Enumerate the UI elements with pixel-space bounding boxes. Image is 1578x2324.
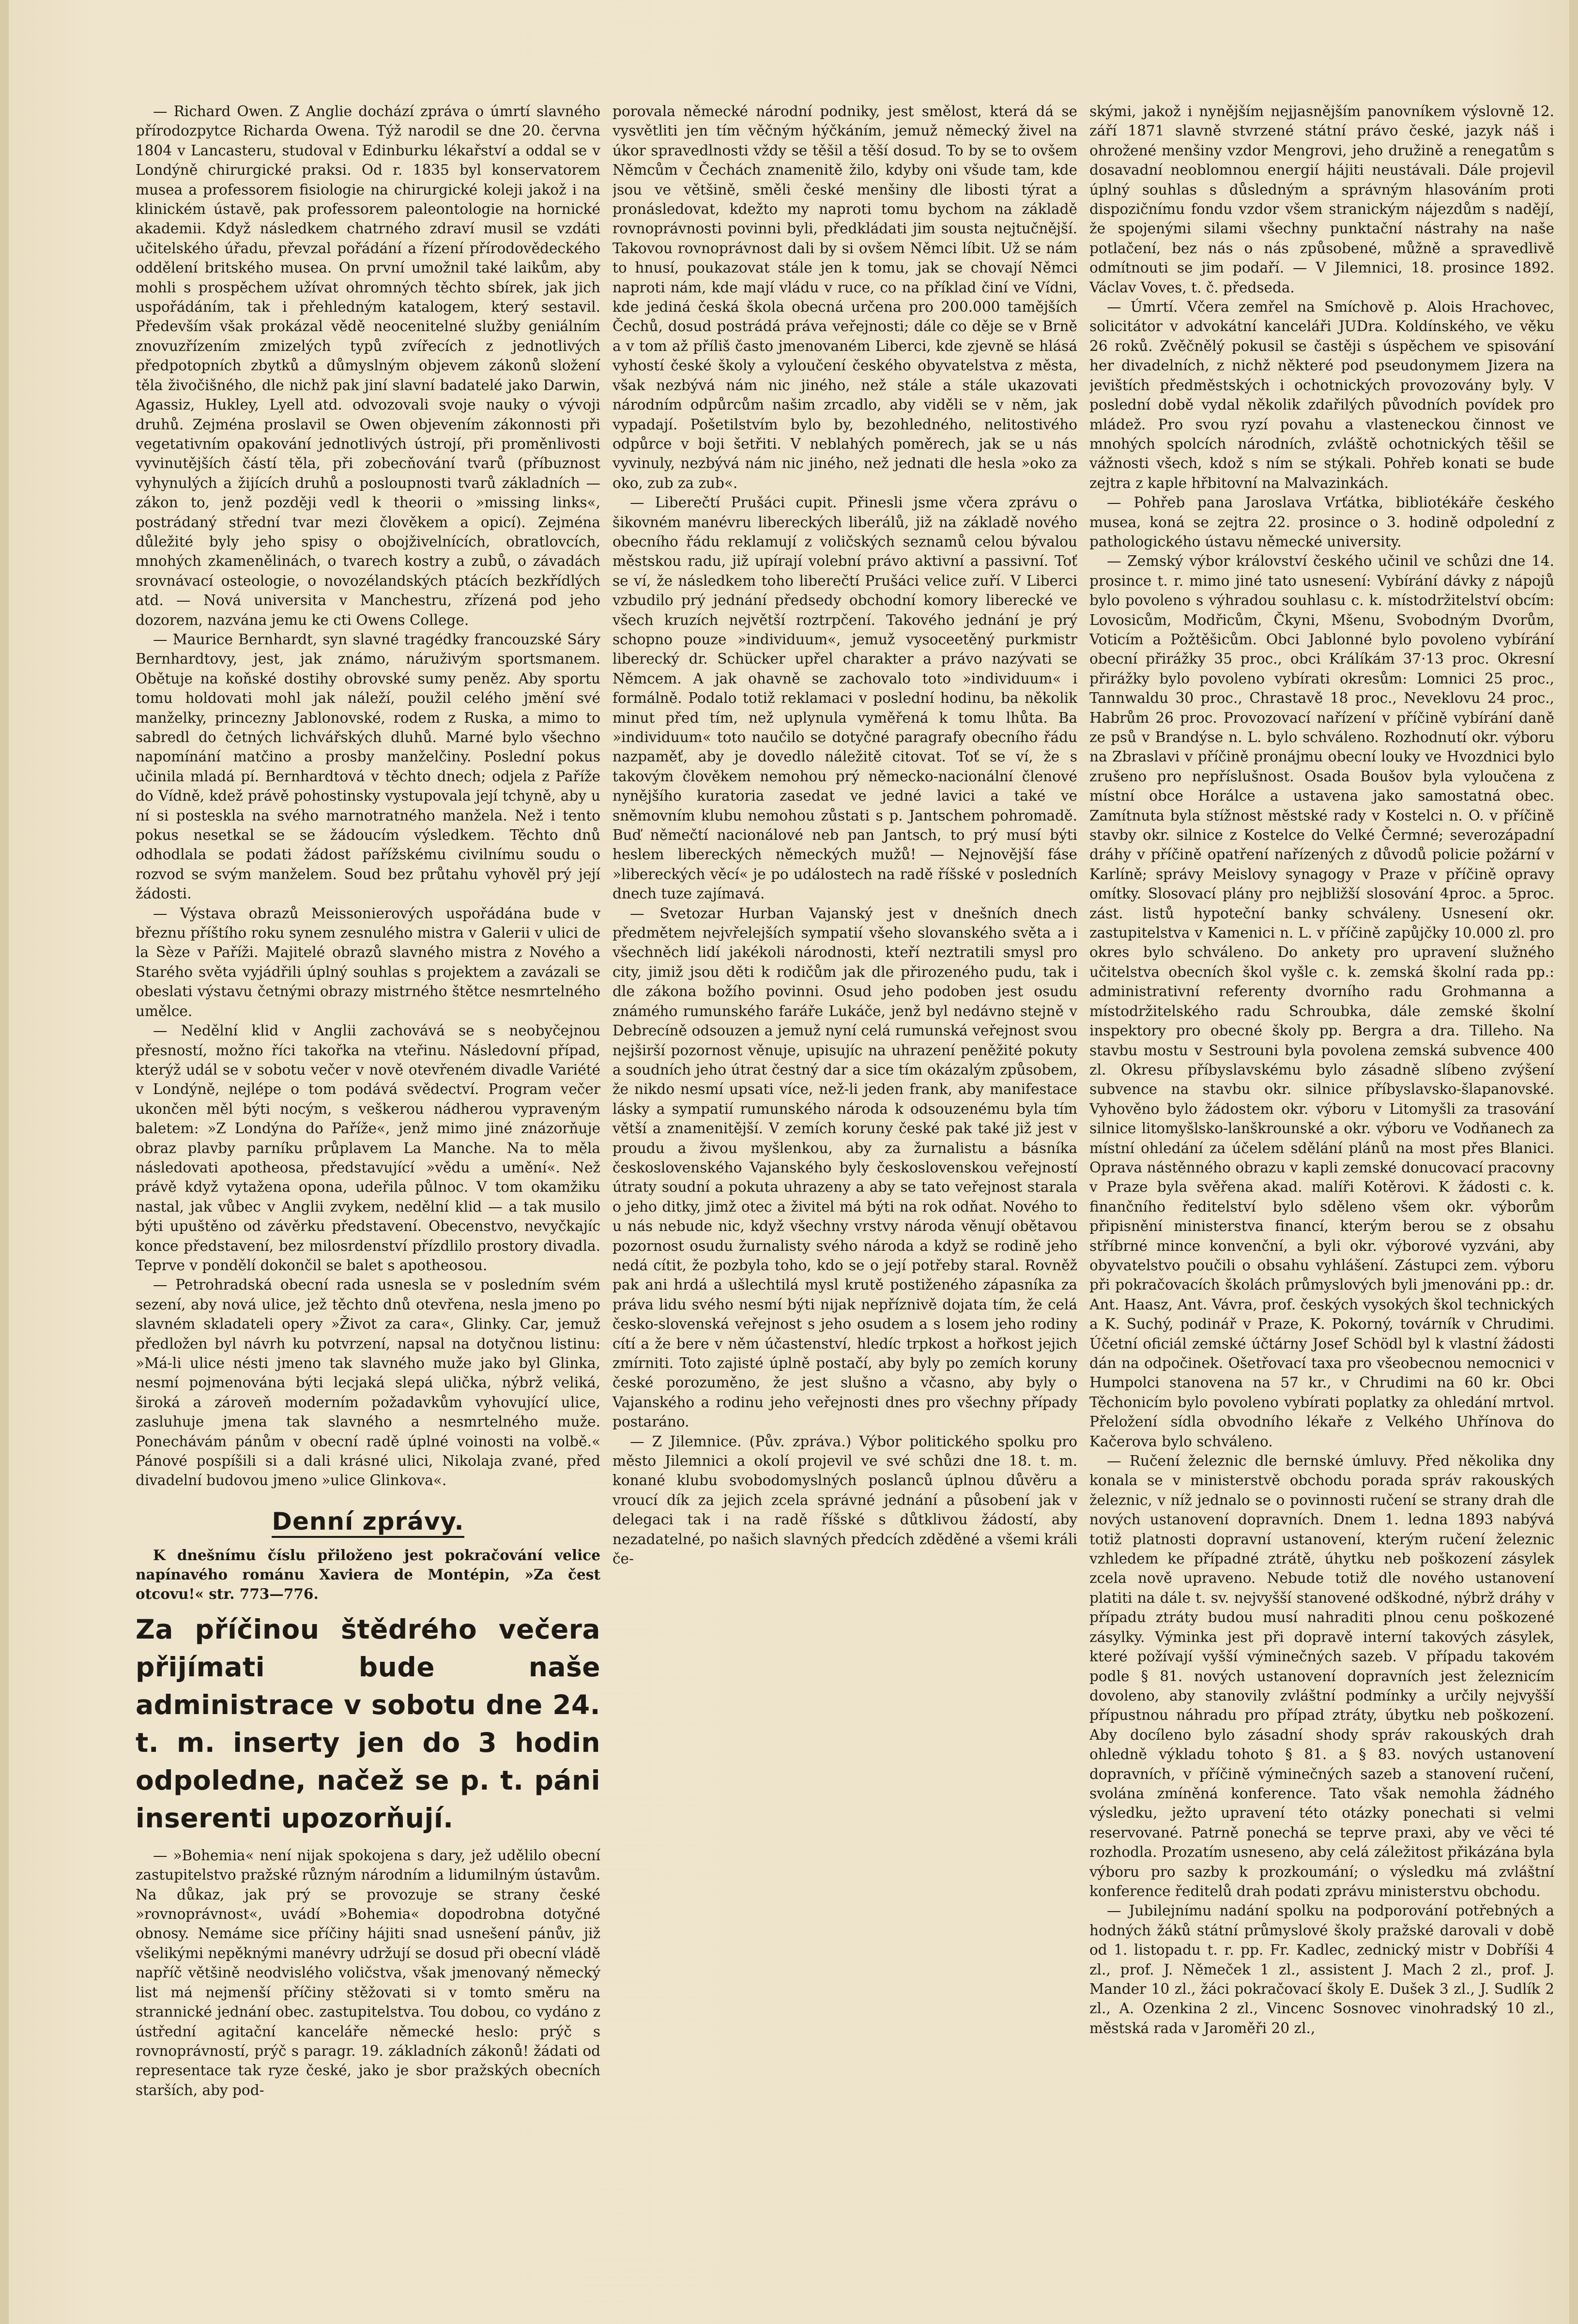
article-provincial-committee: — Zemský výbor království českého učinil ve schůzi dne 14. prosince t. r. mimo jiné tato usnesení: Vybírání dávky z nápojů bylo povoleno s výhradou souhlasu c. k. místodržitelství obcím: Lovosicům, Modřicům, Čkyni, Mšenu, Svobodným Dvorům, Voticím a Požtěšicům. Obci Jablonné bylo povoleno vybírání obecní přirážky 35 proc., obci Králíkám 37·13 proc. Okresní přirážky bylo povoleno vybírati okresům: Lomnici 25 proc., Tannwaldu 30 proc., Chrastavě 18 proc., Neveklovu 24 proc., Habrům 26 proc. Provozovací nařízení v příčině vybírání daně ze psů v Brandýse n. L. bylo schváleno. Rozhodnutí okr. výboru na Zbraslavi v příčině pronájmu obecní louky ve Hvozdnici bylo zrušeno pro nepříslušnost. Osada Boušov byla vyloučena z místní obce Horálce a ustavena jako samostatná obec. Zamítnuta byla stížnost městské rady v Kostelci n. O. v příčině stavby okr. silnice z Kostelce do Velké Čermné; severozápadní dráhy v příčině opatření nařízených z důvodů policie požární v Karlíně; správy Meislovy synagogy v Praze v příčině opravy omítky. Slosovací plány pro nejbližší slosování 4proc. a 5proc. zást. listů hypoteční banky schváleny. Usnesení okr. zastupitelstva v Kamenici n. L. v příčině zapůjčky 10.000 zl. pro okres bylo schváleno. Do ankety pro upravení služného učitelstva obecních škol vyšle c. k. zemská školní rada pp.: administrativní referenty dvorního radu Grohmanna a místodržitelského radu Schroubka, dále zemské školní inspektory pro obecné školy pp. Bergra a dra. Tilleho. Na stavbu mostu v Sestrouni byla povolena zemská subvence 400 zl. Okresu příbyslavskému bylo zásadně slíbeno zvýšení subvence na stavbu okr. silnice příbyslavsko-šlapanovské. Vyhověno bylo žádostem okr. výboru v Litomyšli za trasování silnice litomyšlsko-lanškrounské a okr. výboru ve Vodňanech za místní ohledání za účelem sdělání plánů na most přes Blanici. Oprava nástěnného obrazu v kapli zemské donucovací pracovny v Praze byla svěřena akad. malíři Kotěrovi. K žádosti c. k. finančního ředitelství bylo sděleno všem okr. výborům připisnění ministerstva financí, kterým berou se z obsahu stříbrné mince konvenční, a byli okr. výborové vyzváni, aby obyvatelstvo poučili o obsahu vyhlášení. Zástupci zem. výboru při pokračovacích školách průmyslových byli jmenováni pp.: dr. Ant. Haasz, Ant. Vávra, prof. českých vysokých škol technických a K. Suchý, podinář v Praze, K. Pokorný, továrník v Chrudimi. Účetní oficiál zemské účtárny Josef Schödl byl k vlastní žádosti dán na odpočinek. Ošetřovací taxa pro všeobecnou nemocnici v Humpolci stanovena na 57 kr., v Chrudimi na 60 kr. Obci Těchonicím bylo povoleno vybírati poplatky za ohledání mrtvol. Přeložení sídla obvodního lékaře z Velkého Uhřínova do Kačerova bylo schváleno. (1089, 553, 1554, 1450)
article-jilemnice: — Z Jilemnice. (Pův. zpráva.) Výbor politického spolku pro město Jilemnici a okolí projevil ve své schůzi dne 18. t. m. konané klubu svobodomyslných poslanců úplnou důvěru a vroucí dík za jejich zcela správné jednání a působení jak v delegaci tak i na radě říšské s důtklivou žádostí, aby nezadatelné, po našich slavných předcích zděděné a všemi králi če- (613, 1433, 1077, 1567)
article-bohemia: — »Bohemia« není nijak spokojena s dary, jež udělilo obecní zastupitelstvo pražské různým národním a lidumilným ústavům. Na důkaz, jak prý se provozuje se strany české »rovnoprávnost«, uvádí »Bohemia« dopodrobna dotyčné obnosy. Nemáme sice příčiny hájiti snad usnešení pánův, již všelikými nepěknými manévry udržují se dosud při obecní vládě napříč většině neodvislého voličstva, však jmenovaný německý list má nejmenší příčiny stěžovati si v tomto směru na strannické jednání obec. zastupitelstva. Tou dobou, co vydáno z ústřední agitační kanceláře německé heslo: prýč s rovnoprávností, prýč s paragr. 19. základních zákonů! žádati od representace tak ryze české, jako je sbor pražských obecních starších, aby pod- (136, 1847, 600, 2098)
section-heading: Denní zprávy. (272, 1507, 464, 1538)
article-sunday-rest-england: — Nedělní klid v Anglii zachovává se s neobyčejnou přesností, možno říci takořka na vteřinu. Následovní případ, kterýž udál se v sobotu večer v nově otevřeném divadle Variété v Londýně, nejlépe o tom podává svědectví. Program večer ukončen měl býti nocým, s veškerou nádherou vypraveným baletem: »Z Londýna do Paříže«, jenž mimo jiné znázorňuje obraz plavby parníku průplavem La Manche. Na to měla následovati apotheosa, představující »vědu a umění«. Než právě když vytažena opona, udeřila půlnoc. V tom okamžiku nastal, jak vůbec v Anglii zvykem, nedělní klid — a tak musilo býti upuštěno od závěrku představení. Obecenstvo, nevyčkajíc konce představení, bez milosrdenství přízdlilo prostory divadla. Teprve v pondělí dokončil se balet s apotheosou. (136, 1022, 600, 1274)
article-funeral-vrtatko: — Pohřeb pana Jaroslava Vrťátka, bibliotékáře českého musea, koná se zejtra 22. prosince o 3. hodině odpolední z pathologického ústavu německé university. (1089, 494, 1554, 550)
section-heading-wrap (136, 1507, 600, 1538)
column-1 (136, 102, 600, 2309)
notice-inserts: Za příčinou štědrého večera přijímati bude naše administrace v sobotu dne 24. t. m. inserty jen do 3 hodin odpoledne, načež se p. t. páni inserenti upozorňují. (136, 1613, 600, 1834)
article-petersburg-council: — Petrohradská obecní rada usnesla se v posledním svém sezení, aby nová ulice, jež těchto dnů otevřena, nesla jmeno po slavném skladateli opery »Život za cara«, Glinky. Car, jemuž předložen byl návrh ku potvrzení, napsal na dotyčnou listinu: »Má-li ulice nésti jmeno tak slavného muže jako byl Glinka, nesmí pojmenována býti lecjaká slepá ulička, nýbrž veliká, široká a zároveň moderním požadavkům vyhovující ulice, zasluhuje jmena tak slavného a nesmrtelného muže. Ponechávám pánům v obecní radě úplné voinosti na volbě.« Pánové pospíšili si a dali krásné ulici, Nikolaja zvané, před divadelní budovou jmeno »ulice Glinkova«. (136, 1276, 600, 1489)
column-2 (613, 102, 1077, 2309)
article-liberec-prussians: — Liberečtí Prušáci cupit. Přinesli jsme včera zprávu o šikovném manévru libereckých liberálů, již na základě nového obecního řádu reklamují z voličských seznamů celou bývalou městskou radu, již upírají volební právo aktivní a passivní. Toť se ví, že následkem toho liberečtí Prušáci velice zuří. V Liberci vzbudilo prý jednání předsedy obchodní komory liberecké ve všech kruzích největší roztrpčení. Takového jednání je prý schopno pouze »individuum«, jemuž vysoceetěný purkmistr liberecký dr. Schücker upřel charakter a právo nazývati se Němcem. A jak ohavně se zachovalo toto »individuum« i formálně. Podalo totiž reklamaci v poslední hodinu, ba několik minut před tím, než uplynula vyměřená k tomu lhůta. Ba »individuum« toto naučilo se dotyčné paragrafy obecního řádu nazpaměť, aby je dovedlo náležitě citovat. Toť se ví, že s takovým člověkem nemohou prý německo-nacionální členové nynějšího kuratoria zasedat ve jedné lavici a také ve sněmovním klubu nemohou zůstati s p. Jantschem pohromadě. Buď němečtí nacionálové neb pan Jantsch, to prý musí býti heslem libereckých německých mužů! — Nejnovější fáse »libereckých věcí« je po událostech na radě říšské v posledních dnech tuze zajímavá. (613, 494, 1077, 902)
article-maurice-bernhardt: — Maurice Bernhardt, syn slavné tragédky francouzské Sáry Bernhardtovy, jest, jak známo, náruživým sportsmanem. Obětuje na koňské dostihy obrovské sumy peněz. Aby sportu tomu holdovati mohl jak náleží, použil celého jmění své manželky, princezny Jablonovské, rodem z Ruska, a mimo to sabredl do četných lichvářských dluhů. Marné bylo všechno napomínání matčino a prosby manželčiny. Poslední pokus učinila mladá pí. Bernhardtová v těchto dnech; odjela z Paříže do Vídně, kdež právě pohostinsky vystupovala její tchyně, aby u ní si postesklа na svého marnotratného manžela. Než i tento pokus nesetkal se se žádoucím výsledkem. Těchto dnů odhodlala se podati žádost pařížskému civilnímu soudu o rozvod se svým manželem. Soud bez průtahu vyhověl prý její žádosti. (136, 631, 600, 902)
article-continuation: porovala německé národní podniky, jest smělost, která dá se vysvětliti jen tím věčným hýčkáním, jemuž německý živel na úkor spravedlnosti vždy se těšil a těší dosud. To by se to ovšem Němcům v Čechách znamenitě žilo, kdyby oni všude tam, kde jsou ve většině, směli české menšiny dle libosti týrat a pronásledovat, kdežto my naproti tomu bychom na základě rovnoprávnosti povinni byli, předkládati jim sousta nejtučnější. Takovou rovnoprávnost dali by si ovšem Němci líbit. Už se nám to hnusí, poukazovat stále jen k tomu, jak se chovají Němci naproti nám, kde mají vládu v ruce, co na příklad činí ve Vídni, kde jediná česká škola obecná určena pro 200.000 tamějších Čechů, dosud postrádá práva veřejnosti; dále co děje se v Brně a v tom až příliš často jmenovaném Liberci, kde zjevně se hlásá vyhostí české školy a vyloučení českého obyvatelstva z města, však nezbývá nám nic jiného, než stále a stále ukazovati národním odpůrcům našim zrcadlo, aby viděli se v něm, jak vypadají. Pošetilstvím bylo by, bezohledného, nelitostivého odpůrce v boji šetřiti. V neblahých poměrech, jak se u nás vyvinuly, nezbývá nám nic jiného, než jednati dle hesla »oko za oko, zub za zub«. (613, 103, 1077, 491)
article-vajansky: — Svetozar Hurban Vajanský jest v dnešních dnech předmětem nejvřelejších sympatií všeho slovanského světa a i všechněch lidí jakékoli národnosti, kteří neztratili smysl pro city, jimiž jsou děti k rodičům jak dle přirozeného pudu, tak i dle zákona božího povinni. Osud jeho podoben jest osudu známého rumunského faráře Lukáče, jenž byl nedávno stejně v Debrecíně odsouzen a jemuž nyní celá rumunská veřejnost svou nejširší pozornost věnuje, upisujíc na uhrazení peněžité pokuty a soudních jeho útrat čestný dar a sice tím okázalým způsobem, že nikdo nesmí upsati více, než-li jeden frank, aby manifestace lásky a sympatií rumunského národa k odsouzenému byla tím větší a znamenitější. V zemích koruny české pak také již jest v proudu a živou myšlenkou, aby za žurnalistu a básníka československého Vajanského byly československou veřejností útraty soudní a pokuta uhrazeny a aby se tato veřejnost starala o jeho ditky, jimž otec a živitel má býti na rok odňat. Nového to u nás nebude nic, když všechny vrstvy národa věnují obětavou pozornost osudu žurnalisty svého národa a když se rodině jeho nedá cítit, že pozbyla toho, kdo se o její potřeby staral. Rovněž pak ani hrdá a ušlechtilá mysl krutě postiženého zápasníka za práva lidu svého nesmí býti nijak nepříznivě dojata tím, že celá česko-slovenská veřejnost s jeho osudem a s losem jeho rodiny cítí a že bere v něm účastenství, hledíc trpkost a hořkost jejich zmírniti. Toto zajisté úplně postačí, aby byly po zemích koruny české porozuměno, že jest slušno a včasno, aby byly o Vajanského a rodinu jeho veřejnosti dnes pro všechny případy postaráno. (613, 905, 1077, 1430)
column-3 (1089, 102, 1554, 2309)
left-page-edge (0, 0, 9, 2324)
right-page-edge (1569, 0, 1578, 2324)
article-jilemnice-continued: skými, jakož i nynějším nejjasnějším panovníkem výslovně 12. září 1871 slavně stvrzené státní právo české, jazyk náš i ohrožené menšiny vzdor Mengrovi, jeho družině a renegatům s dosavadní neoblomnou energií hájiti neustávali. Dále projevil úplný souhlas s důsledným a správným hlasováním proti dispozičnímu fondu vzdor všem stranickým nájezdům s nadějí, že spojenými silami všechny punktační nástrahy na naše potlačení, bez nás o nás způsobené, můžně a spravedlivě odmítnouti se jim podaří. — V Jilemnici, 18. prosince 1892. Václav Voves, t. č. předseda. (1089, 103, 1554, 296)
article-meissonier-exhibition: — Výstava obrazů Meissonierových uspořádána bude v březnu příštího roku synem zesnulého mistra v Galerii v ulici de la Sèze v Paříži. Majitelé obrazů slavného mistra z Nového a Starého světa vyjádřili úplný souhlas s projektem a zavázali se obeslati výstavu četnými obrazy mistrného štětce nesmrtelného umělce. (136, 905, 600, 1019)
notice-supplement: K dnešnímu číslu přiloženo jest pokračování velice napínavého románu Xaviera de Montépin, »Za čest otcovu!« str. 773—776. (136, 1546, 600, 1602)
article-jubilee-endowment: — Jubilejnímu nadání spolku na podporování potřebných a hodných žáků státní průmyslové školy pražské darovali v době od 1. listopadu t. r. pp. Fr. Kadlec, zednický mistr v Dobříši 4 zl., prof. J. Němeček 1 zl., assistent J. Mach 2 zl., prof. J. Mander 10 zl., žáci pokračovací školy E. Dušek 3 zl., J. Sudlík 2 zl., A. Ozenkina 2 zl., Vincenc Sosnovec vinohradský 10 zl., městská rada v Jaroměři 20 zl., (1089, 1902, 1554, 2036)
article-railway-liability: — Ručení železnic dle bernské úmluvy. Před několika dny konala se v ministerstvě obchodu porada správ rakouských železnic, v níž jednalo se o povinnosti ručení se strany drah dle nových ustanovení dopravních. Dnem 1. ledna 1893 nabývá totiž platnosti dopravní ustanovení, kterým ručení železnic vzhledem ke případné ztrátě, úhytku neb poškození zásylek zcela nově upraveno. Nebude totiž dle nového ustanovení platiti na dále t. sv. nejvyšší stanovené odškodné, nýbrž dráhy v případu ztráty budou musí nahraditi plnou cenu poškozené zásylky. Výminka jest při dopravě interní takových zásylek, které požívají vyšší výminečných sazeb. V případu takovém podle § 81. nových ustanovení dopravních jest železnicím dovoleno, aby stanovily zvláštní podmínky a určily nejvyšší přípustnou náhradu pro případ ztráty, úbytku neb poškození. Aby docíleno bylo zásadní shody správ rakouských drah ohledně výkladu tohoto § 81. a § 83. nových ustanovení dopravních, v příčině výminečných sazeb a stanovení ručení, svolána zmíněná konference. Tato však nemohla žádného výsledku, ježto upravení této otázky ponechati si velmi reservované. Patrně ponechá se teprve praxi, aby ve věci té rozhodla. Prozatím usneseno, aby celá záležitost přikázána byla výboru pro sazby k prozkoumání; o výsledku má zvláštní konference ředitelů drah podati zprávu ministerstvu obchodu. (1089, 1453, 1554, 1899)
article-richard-owen: — Richard Owen. Z Anglie dochází zpráva o úmrtí slavného přírodozpytce Richarda Owena. Týž narodil se dne 20. června 1804 v Lancasteru, studoval v Edinburku lékařství a oddal se v Londýně chirurgické praksi. Od r. 1835 byl konservatorem musea a professorem fisiologie na chirurgické koleji jakož i na klinickém ústavě, pak professorem paleontologie na hornické akademii. Když následkem chatrného zdraví musil se vzdáti učitelského úřadu, převzal pořádání a řízení přírodovědeckého oddělení britského musea. On první umožnil také laikům, aby mohli s prospěchem užívat ohromných těchto sbírek, jak jich uspořádáním, tak i přehledným katalogem, který sestavil. Především však prokázal vědě neocenitelné služby geniálním znovuzřízením zmizelých typů zvířecích z jednotlivých předpotopních zbytků a důmyslným objevem zákonů složení těla živočišného, dle nichž pak jiní slavní badatelé jako Darwin, Agassiz, Hukley, Lyell atd. odvozovali svoje nauky o vývoji druhů. Zejména proslavil se Owen objevením zákonnosti při vegetativním opakování jednotlivých ústrojí, při proměnlivosti vyvinutějších částí těla, při zobecňování tvarů (příbuznost vyhynulých a žijících druhů a posloupnosti tvarů základních — zákon to, jenž později vedl k theorii o »missing links«, postrádaný střední tvar mezi člověkem a opicí). Zejména důležité byly jeho spisy o obojživelnících, obratlovcích, mnohých zkamenělinách, o tvarech kostry a zubů, o závadách srovnávací osteologie, o novozélandských ptácích bezkřídlých atd. — Nová universita v Manchestru, zřízená pod jeho dozorem, nazvána jemu ke cti Owens College. (136, 103, 600, 628)
article-death-hrachovec: — Úmrtí. Včera zemřel na Smíchově p. Alois Hrachovec, solicitátor v advokátní kanceláři JUDra. Koldínského, ve věku 26 roků. Zvěčnělý pokusil se častěji s úspěchem ve spisování her divadelních, z nichž některé pod pseudonymem Jizera na jevištích předměstských i ochotnických provozovány byly. V poslední době vydal několik zdařilých původních povídek pro mládež. Pro svou ryzí povahu a vlasteneckou činnost ve mnohých spolcích národních, zvláště ochotnických těšil se vážnosti všech, kdož s ním se stýkali. Pohřeb konati se bude zejtra z kaple hřbitovní na Malvazinkách. (1089, 299, 1554, 491)
